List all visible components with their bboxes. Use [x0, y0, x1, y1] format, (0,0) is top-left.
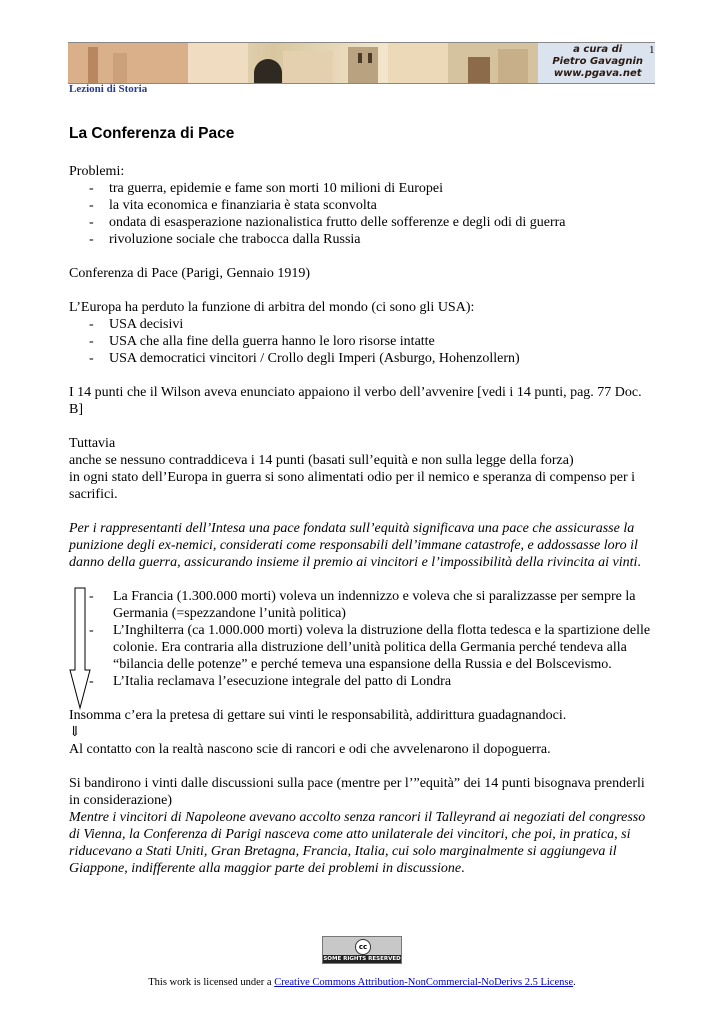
- page-number: 1: [649, 44, 655, 56]
- list-item: - USA decisivi: [89, 316, 659, 333]
- credit-block: [552, 44, 643, 80]
- list-item: - rivoluzione sociale che trabocca dalla Russia: [89, 231, 659, 248]
- license-prefix: This work is licensed under a: [148, 977, 275, 988]
- double-down-arrow-icon: ⇓: [69, 725, 81, 740]
- credit-line: www.pgava.net: [553, 68, 642, 79]
- document-body: [69, 163, 659, 877]
- list-item: - tra guerra, epidemie e fame son morti 10 milioni di Europei: [89, 180, 659, 197]
- intesa-period: .: [637, 555, 641, 570]
- intesa-paragraph: [69, 520, 659, 571]
- napoleone-period: .: [461, 861, 465, 876]
- nations-list: [69, 588, 659, 690]
- problems-list: [69, 180, 659, 248]
- nation-text: - L’Italia reclamava l’esecuzione integrale del patto di Londra: [113, 674, 452, 689]
- insomma-line: Al contatto con la realtà nascono scie di rancori e odi che avvelenarono il dopoguerra.: [69, 742, 551, 757]
- section-label: Lezioni di Storia: [69, 83, 148, 95]
- nation-text: - La Francia (1.300.000 morti) voleva un indennizzo e voleva che si paralizzasse per sempre la Germania (=spezzandone l’unità politica): [113, 589, 636, 621]
- list-item: - ondata di esasperazione nazionalistica frutto delle sofferenze e degli odi di guerra: [89, 214, 659, 231]
- cc-badge[interactable]: [322, 936, 402, 964]
- license-link[interactable]: Creative Commons Attribution-NonCommercial-NoDerivs 2.5 License: [274, 977, 574, 988]
- conference-line: Conferenza di Pace (Parigi, Gennaio 1919): [69, 266, 311, 281]
- bandirono-paragraph: Si bandirono i vinti dalle discussioni sulla pace (mentre per l’”equità” dei 14 punti bisognava prenderli in considerazione): [69, 776, 645, 808]
- list-item: - USA democratici vincitori / Crollo degli Imperi (Asburgo, Hohenzollern): [89, 350, 659, 367]
- europe-list: [69, 316, 659, 367]
- europe-heading: L’Europa ha perduto la funzione di arbitra del mondo (ci sono gli USA):: [69, 300, 475, 315]
- credit-line: Pietro Gavagnin: [552, 56, 643, 67]
- wilson-paragraph: I 14 punti che il Wilson aveva enunciato appaiono il verbo dell’avvenire [vedi i 14 punti, pag. 77 Doc. B]: [69, 385, 642, 417]
- problems-heading: Problemi:: [69, 164, 125, 179]
- cc-icon: cc: [355, 939, 371, 955]
- page-title: La Conferenza di Pace: [69, 125, 235, 142]
- credit-line: a cura di: [573, 44, 623, 55]
- license-suffix: .: [573, 977, 576, 988]
- insomma-line: Insomma c’era la pretesa di gettare sui vinti le responsabilità, addirittura guadagnandoci.: [69, 708, 567, 723]
- napoleone-text: Mentre i vincitori di Napoleone avevano accolto senza rancori il Talleyrand ai negoziati del congresso di Vienna, la Conferenza di Parigi nasceva come atto unilaterale dei vincitori, che poi, in pratica, si riducevano a Stati Uniti, Gran Bretagna, Francia, Italia, cui solo marginalmente si aggiungeva il Giappone, indifferente alla maggior parte dei problemi in discussione: [69, 810, 646, 876]
- napoleone-paragraph: [69, 809, 659, 877]
- list-item: - la vita economica e finanziaria è stata sconvolta: [89, 197, 659, 214]
- license-line: [0, 977, 724, 988]
- list-item: [89, 673, 659, 690]
- intesa-text: Per i rappresentanti dell’Intesa una pace fondata sull’equità significava una pace che assicurasse la punizione degli ex-nemici, considerati come responsabili dell’immane catastrofe, e addossasse loro il danno della guerra, assicurando insieme il premio ai vincitori e l’impossibilità della rivincita ai vinti: [69, 521, 638, 570]
- nation-text: - L’Inghilterra (ca 1.000.000 morti) voleva la distruzione della flotta tedesca e la spartizione delle colonie. Era contraria alla distruzione dell’unità politica della Germania perché tendeva alla “bilancia delle potenze” e perché temeva una espansione della Russia e del Bolscevismo.: [113, 623, 651, 672]
- list-item: [89, 622, 659, 673]
- tuttavia-line: in ogni stato dell’Europa in guerra si sono alimentati odio per il nemico e speranza di compenso per i sacrifici.: [69, 470, 636, 502]
- down-arrow-icon: [69, 584, 91, 712]
- cc-badge-text: SOME RIGHTS RESERVED: [323, 956, 401, 962]
- list-item: [89, 588, 659, 622]
- list-item: - USA che alla fine della guerra hanno le loro risorse intatte: [89, 333, 659, 350]
- footer: [0, 936, 724, 988]
- tuttavia-line: Tuttavia: [69, 436, 116, 451]
- header-banner: [68, 42, 655, 84]
- nations-block: [69, 588, 659, 690]
- tuttavia-line: anche se nessuno contraddiceva i 14 punti (basati sull’equità e non sulla legge della forza): [69, 453, 574, 468]
